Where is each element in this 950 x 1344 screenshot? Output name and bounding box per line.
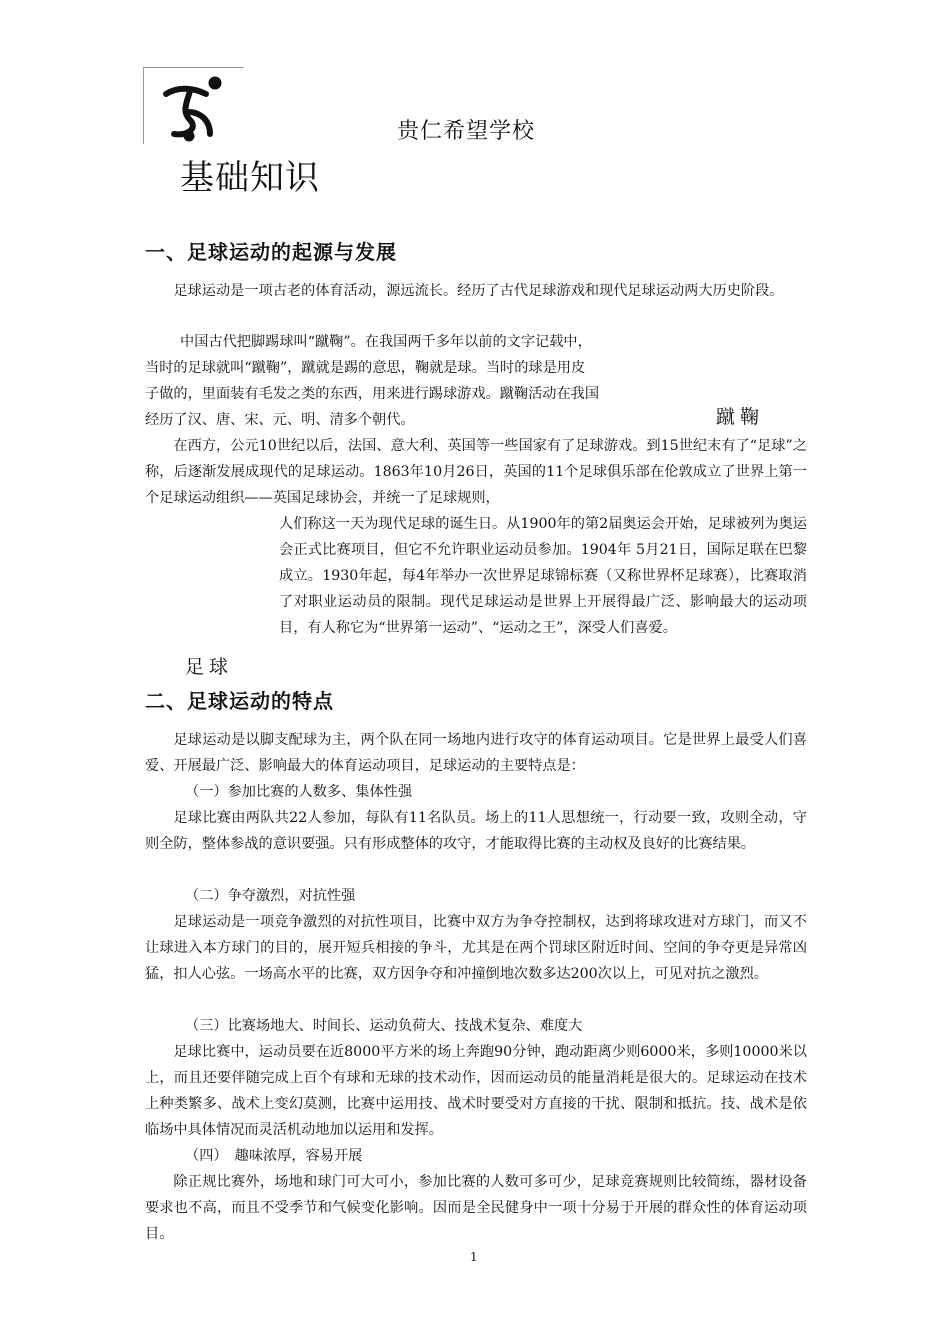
page-title: 基础知识 <box>180 158 320 198</box>
soccer-player-icon <box>160 72 232 144</box>
paragraph-cuju <box>180 329 592 355</box>
image-caption-cuju: 蹴鞠 <box>716 406 765 428</box>
paragraph-origin-intro: 足球运动是一项古老的体育活动，源远流长。经历了古代足球游戏和现代足球运动两大历史阶段。 <box>173 283 784 299</box>
image-caption-football: 足球 <box>185 656 234 678</box>
school-name: 贵仁希望学校 <box>397 119 536 144</box>
section-heading-origin: 一、足球运动的起源与发展 <box>145 240 397 264</box>
text-line: 子做的，里面装有毛发之类的东西，用来进行踢球游戏。蹴鞠活动在我国 <box>145 386 600 402</box>
subheading-point4: （四） 趣味浓厚，容易开展 <box>185 1148 363 1164</box>
text-line: 当时的足球就叫“蹴鞠”，蹴就是踢的意思，鞠就是球。当时的球是用皮 <box>145 360 586 376</box>
subheading-point3: （三）比赛场地大、时间长、运动负荷大、技战术复杂、难度大 <box>185 1018 583 1034</box>
paragraph-cuju-cont <box>145 355 599 433</box>
page-number: 1 <box>470 1250 478 1264</box>
paragraph-point2: 足球运动是一项竞争激烈的对抗性项目，比赛中双方为争夺控制权，达到将球攻进对方球门，而又不让球进入本方球门的目的，展开短兵相接的争斗，尤其是在两个罚球区附近时间、空间的争夺更是异常凶猛，扣人心弦。一场高水平的比赛，双方因争夺和冲撞倒地次数多达200次以上，可见对抗之激烈。 <box>145 914 807 982</box>
paragraph-features-intro: 足球运动是以脚支配球为主，两个队在同一场地内进行攻守的体育运动项目。它是世界上最受人们喜爱、开展最广泛、影响最大的体育运动项目，足球运动的主要特点是： <box>145 732 807 774</box>
text-line: 经历了汉、唐、宋、元、明、清多个朝代。 <box>145 412 415 428</box>
paragraph-point1: 足球比赛由两队共22人参加，每队有11名队员。场上的11人思想统一，行动要一致，攻则全动，守则全防，整体参战的意识要强。只有形成整体的攻守，才能取得比赛的主动权及良好的比赛结果。 <box>145 810 807 852</box>
paragraph-western-history-cont: 人们称这一天为现代足球的诞生日。从1900年的第2届奥运会开始，足球被列为奥运会正式比赛项目，但它不允许职业运动员参加。1904年 5月21日，国际足联在巴黎成立。1930年起，每4年举办一次世界足球锦标赛（又称世界杯足球赛），比赛取消了对职业运动员的限制。现代足球运动是世界上开展得最广泛、影响最大的运动项目，有人称它为“世界第一运动”、“运动之王”，深受人们喜爱。 <box>279 516 807 636</box>
subheading-point1: （一）参加比赛的人数多、集体性强 <box>185 784 413 800</box>
subheading-point2: （二）争夺激烈，对抗性强 <box>185 888 356 904</box>
logo-frame <box>143 67 244 144</box>
section-heading-features: 二、足球运动的特点 <box>145 689 334 713</box>
paragraph-point4: 除正规比赛外，场地和球门可大可小，参加比赛的人数可多可少，足球竞赛规则比较简练，器材设备要求也不高，而且不受季节和气候变化影响。因而是全民健身中一项十分易于开展的群众性的体育运动项目。 <box>145 1174 807 1242</box>
text-line: 中国古代把脚踢球叫“蹴鞠”。在我国两千多年以前的文字记载中， <box>180 334 592 350</box>
paragraph-point3: 足球比赛中，运动员要在近8000平方米的场上奔跑90分钟，跑动距离少则6000米，多则10000米以上，而且还要伴随完成上百个有球和无球的技术动作，因而运动员的能量消耗是很大的。足球运动在技术上种类繁多、战术上变幻莫测，比赛中运用技、战术时要受对方直接的干扰、限制和抵抗。技、战术是依临场中具体情况而灵活机动地加以运用和发挥。 <box>145 1044 807 1138</box>
paragraph-western-history: 在西方，公元10世纪以后，法国、意大利、英国等一些国家有了足球游戏。到15世纪末有了“足球”之称，后逐渐发展成现代的足球运动。1863年10月26日，英国的11个足球俱乐部在伦敦成立了世界上第一个足球运动组织——英国足球协会，并统一了足球规则， <box>145 438 807 506</box>
